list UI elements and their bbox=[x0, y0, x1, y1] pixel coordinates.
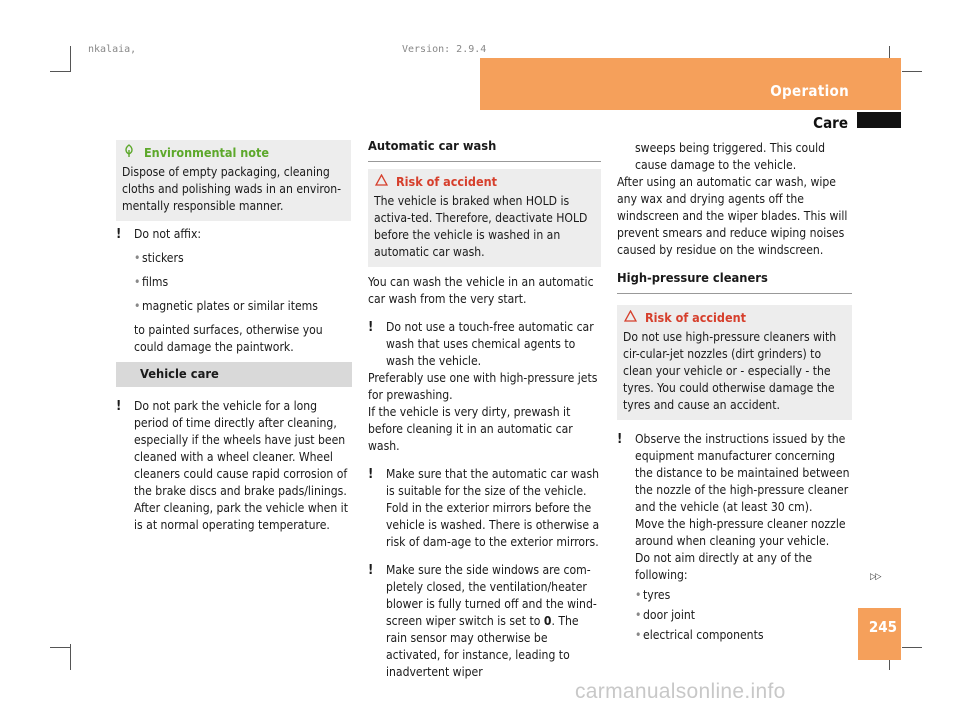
warning-icon: ! bbox=[116, 227, 122, 242]
continued-text: sweeps being triggered. This could cause damage to the vehicle. bbox=[635, 141, 826, 172]
environmental-note-title: Environmental note bbox=[144, 145, 269, 160]
paragraph: If the vehicle is very dirty, prewash it before cleaning it in an automatic car wash. bbox=[368, 405, 573, 453]
affix-intro: Do not affix: bbox=[134, 227, 202, 241]
affix-outro: to painted surfaces, otherwise you could damage the paintwork. bbox=[134, 323, 323, 354]
warning-icon: ! bbox=[116, 399, 122, 414]
risk-box bbox=[368, 169, 601, 267]
crop-mark bbox=[50, 71, 70, 72]
section-header bbox=[480, 58, 901, 110]
leaf-icon bbox=[122, 144, 136, 161]
high-pressure-heading: High-pressure cleaners bbox=[617, 270, 852, 294]
list-item: • films bbox=[134, 275, 169, 289]
paragraph: You can wash the vehicle in an automatic car wash from the very start. bbox=[368, 275, 594, 306]
list-item: • door joint bbox=[635, 608, 696, 622]
list-item: • magnetic plates or similar items bbox=[134, 299, 318, 313]
section-title: Operation bbox=[770, 82, 849, 100]
crop-mark bbox=[50, 647, 70, 648]
list-item: • electrical components bbox=[635, 628, 764, 642]
affix-note bbox=[116, 226, 352, 356]
list-item: • stickers bbox=[134, 251, 184, 265]
vehicle-care-heading: Vehicle care bbox=[116, 362, 352, 387]
warning-triangle-icon bbox=[374, 173, 388, 190]
crop-mark bbox=[902, 647, 922, 648]
column-2 bbox=[368, 138, 601, 681]
risk-text: Do not use high-pressure cleaners with cir-cular-jet nozzles (dirt grinders) to clean your vehicle or - especially - the tyres. You could otherwise damage the tyres and cause an accident. bbox=[623, 330, 837, 412]
environmental-note-box bbox=[116, 140, 351, 221]
risk-title: Risk of accident bbox=[645, 310, 746, 325]
risk-title: Risk of accident bbox=[396, 174, 497, 189]
automatic-car-wash-heading: Automatic car wash bbox=[368, 138, 601, 162]
note: ! Make sure that the automatic car wash is suitable for the size of the vehicle. Fold in the exterior mirrors before the vehicle is washed. There is otherwise a risk of dam-age to the exterior mirrors. bbox=[368, 467, 600, 549]
risk-text: The vehicle is braked when HOLD is activa-ted. Therefore, deactivate HOLD before the vehicle is washed in an automatic car wash. bbox=[374, 194, 588, 259]
note: ! Do not use a touch-free automatic car wash that uses chemical agents to wash the vehicle. bbox=[368, 320, 594, 368]
crop-mark bbox=[70, 46, 71, 72]
meta-version: Version: 2.9.4 bbox=[402, 44, 487, 55]
note: ! Make sure the side windows are com-pletely closed, the ventilation/heater blower is fully turned off and the wind-screen wiper switch is set to 0. The rain sensor may otherwise be activated, for instance, leading to inadvertent wiper bbox=[368, 563, 597, 679]
paragraph: After using an automatic car wash, wipe any wax and drying agents off the windscreen and the wiper blades. This will prevent smears and reduce wiping noises caused by residue on the windscreen. bbox=[617, 175, 848, 257]
crop-mark bbox=[70, 644, 71, 670]
note: ! Observe the instructions issued by the equipment manufacturer concerning the distance to be maintained between the nozzle of the high-pressure cleaner and the vehicle (at least 30 cm). bbox=[617, 432, 850, 514]
risk-box bbox=[617, 305, 852, 420]
list-item: • tyres bbox=[635, 588, 671, 602]
column-1 bbox=[116, 140, 351, 221]
warning-icon: ! bbox=[368, 563, 374, 578]
warning-icon: ! bbox=[368, 467, 374, 482]
page-number-box bbox=[858, 608, 901, 660]
warning-icon: ! bbox=[368, 320, 374, 335]
subsection-title: Care bbox=[813, 114, 848, 132]
warning-triangle-icon bbox=[623, 309, 637, 326]
vehicle-care-note: Do not park the vehicle for a long period of time directly after cleaning, especially if the wheels have just been cleaned with a wheel cleaner. Wheel cleaners could cause rapid corrosion of the brake discs and brake pads/linings. After cleaning, park the vehicle when it is at normal operating temperature. bbox=[134, 399, 348, 532]
environmental-note-text: Dispose of empty packaging, cleaning cloths and polishing wads in an environ-mentally responsible manner. bbox=[122, 165, 342, 213]
next-page-arrows: ▷▷ bbox=[870, 572, 881, 582]
paragraph: Preferably use one with high-pressure jets for prewashing. bbox=[368, 371, 598, 402]
meta-left: nkalaia, bbox=[88, 44, 137, 55]
warning-icon: ! bbox=[617, 432, 623, 447]
column-3: sweeps being triggered. This could cause damage to the vehicle. After using an automatic car wash, wipe any wax and drying agents off the windscreen and the wiper blades. This will prevent smears and reduce wiping noises caused by residue on the windscreen. High-pressure cleaners Risk of accident Do not use high-pressure cleaners with cir-cular-jet nozzles (dirt grinders) to clean your vehicle or - especially - the tyres. You could otherwise damage the tyres and cause an accident. ! Observe the instructions issued by the equipment manufacturer concerning the distance to be maintained between the nozzle of the high-pressure cleaner and the vehicle (at least 30 cm). Move the high-pressure cleaner nozzle around when cleaning your vehicle. Do not aim directly at any of the following: • tyres • door joint • electrical components bbox=[617, 140, 852, 644]
page-number: 245 bbox=[868, 618, 897, 636]
vehicle-care-section bbox=[116, 362, 352, 534]
crop-mark bbox=[902, 71, 922, 72]
watermark: carmanualsonline.info bbox=[575, 680, 786, 703]
section-tab bbox=[857, 112, 901, 128]
